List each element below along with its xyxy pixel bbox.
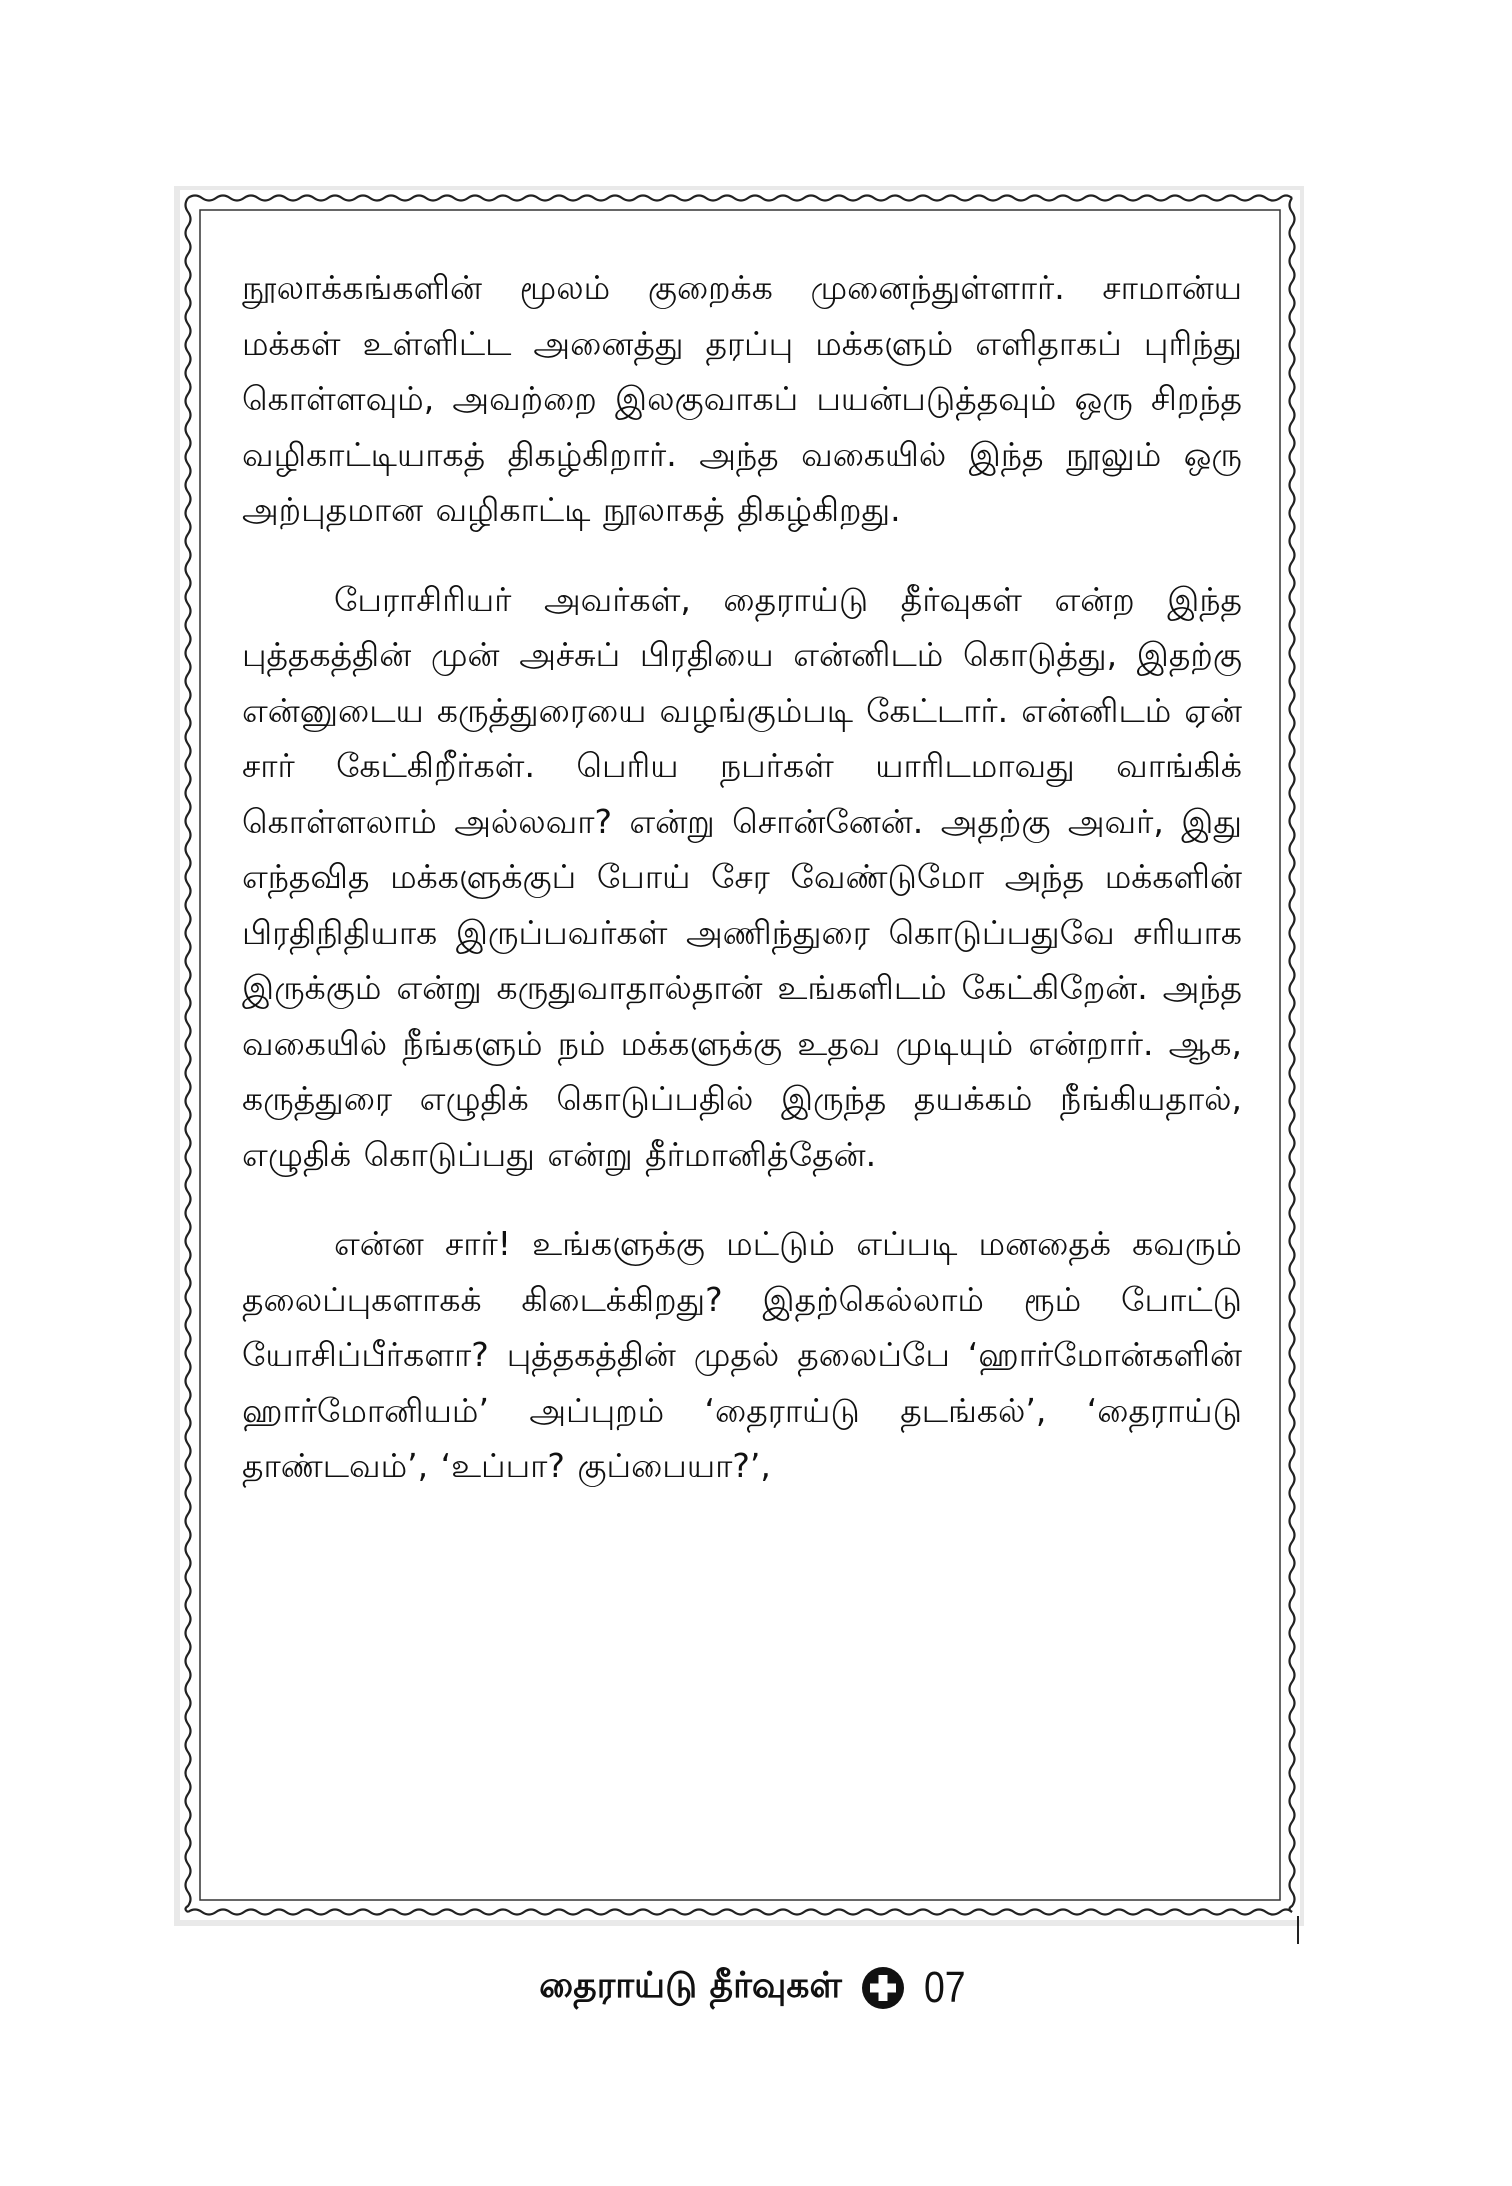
plus-circle-icon xyxy=(860,1965,906,2011)
footer-book-title: தைராய்டு தீர்வுகள் xyxy=(539,1965,842,2006)
paragraph-1: நூலாக்கங்களின் மூலம் குறைக்க முனைந்துள்ளார். சாமான்ய மக்கள் உள்ளிட்ட அனைத்து தரப்பு மக்களும் எளிதாகப் புரிந்து கொள்ளவும், அவற்றை இலகுவாகப் பயன்படுத்தவும் ஒரு சிறந்த வழிகாட்டியாகத் திகழ்கிறார். அந்த வகையில் இந்த நூலும் ஒரு அற்புதமான வழிகாட்டி நூலாகத் திகழ்கிறது. xyxy=(242,268,1242,529)
page-content xyxy=(242,260,1242,1880)
frame-tick xyxy=(1297,1916,1299,1944)
paragraph-2: பேராசிரியர் அவர்கள், தைராய்டு தீர்வுகள் என்ற இந்த புத்தகத்தின் முன் அச்சுப் பிரதியை என்னிடம் கொடுத்து, இதற்கு என்னுடைய கருத்துரையை வழங்கும்படி கேட்டார். என்னிடம் ஏன் சார் கேட்கிறீர்கள். பெரிய நபர்கள் யாரிடமாவது வாங்கிக் கொள்ளலாம் அல்லவா? என்று சொன்னேன். அதற்கு அவர், இது எந்தவித மக்களுக்குப் போய் சேர வேண்டுமோ அந்த மக்களின் பிரதிநிதியாக இருப்பவர்கள் அணிந்துரை கொடுப்பதுவே சரியாக இருக்கும் என்று கருதுவாதால்தான் உங்களிடம் கேட்கிறேன். அந்த வகையில் நீங்களும் நம் மக்களுக்கு உதவ முடியும் என்றார். ஆக, கருத்துரை எழுதிக் கொடுப்பதில் இருந்த தயக்கம் நீங்கியதால், எழுதிக் கொடுப்பது என்று தீர்மானித்தேன். xyxy=(242,579,1242,1174)
decorative-frame xyxy=(180,190,1300,1920)
footer-page-number: 07 xyxy=(923,1963,966,2012)
paragraph-3: என்ன சார்! உங்களுக்கு மட்டும் எப்படி மனதைக் கவரும் தலைப்புகளாகக் கிடைக்கிறது? இதற்கெல்லாம் ரூம் போட்டு யோசிப்பீர்களா? புத்தகத்தின் முதல் தலைப்பே ‘ஹார்மோன்களின் ஹார்மோனியம்’ அப்புறம் ‘தைராய்டு தடங்கல்’, ‘தைராய்டு தாண்டவம்’, ‘உப்பா? குப்பையா?’, xyxy=(242,1224,1242,1485)
page-footer xyxy=(0,1958,1512,2018)
